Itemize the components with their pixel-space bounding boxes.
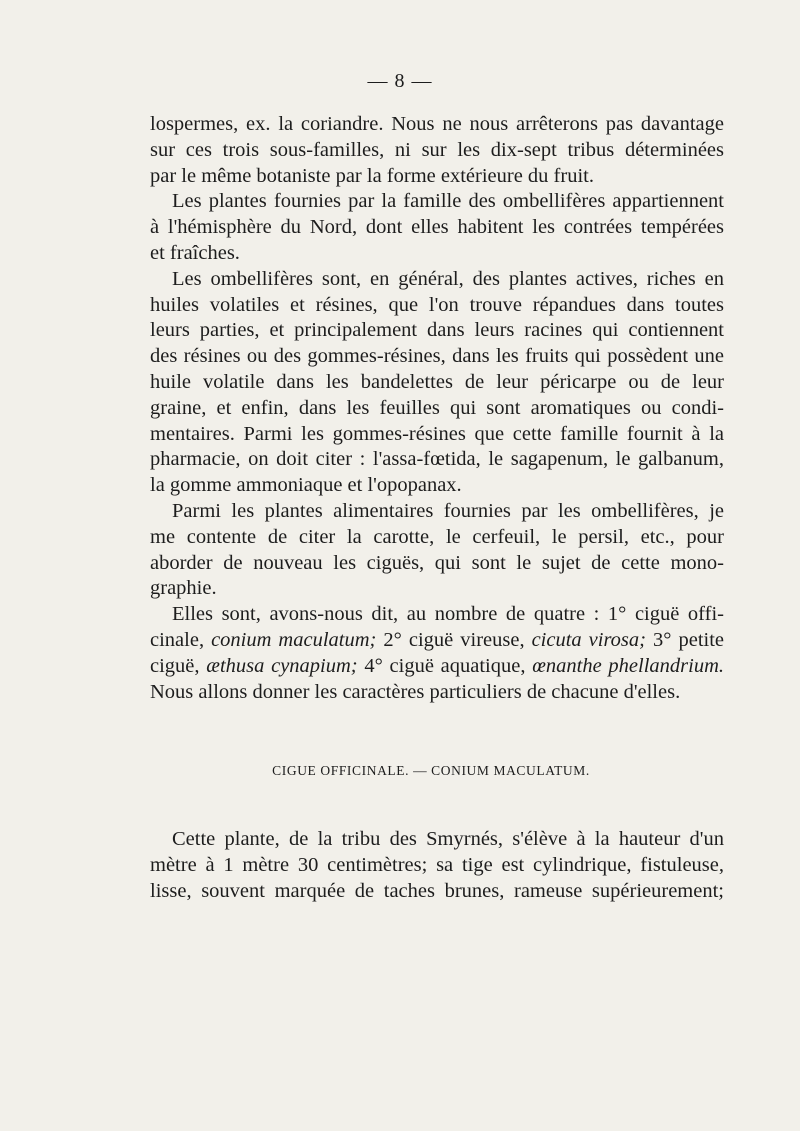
paragraph-subfamilies bbox=[150, 112, 724, 189]
text-line: aborder de nouveau les ciguës, qui sont le sujet de cette mono- bbox=[150, 551, 724, 574]
text-line: et fraîches. bbox=[150, 241, 240, 264]
text-line: à l'hémisphère du Nord, dont elles habitent les contrées tempérées bbox=[150, 216, 724, 239]
text-line: des résines ou des gommes-résines, dans les fruits qui possèdent une bbox=[150, 345, 724, 368]
text-run: cinale, bbox=[150, 628, 212, 651]
text-run: 3° petite bbox=[646, 628, 724, 651]
text-line: mètre à 1 mètre 30 centimètres; sa tige est cylindrique, fistuleuse, bbox=[150, 853, 724, 876]
text-line: Elles sont, avons-nous dit, au nombre de quatre : 1° ciguë offi- bbox=[172, 603, 724, 626]
species-name: œnanthe phellandrium. bbox=[532, 654, 725, 677]
body-text-top bbox=[150, 112, 724, 705]
body-text-bottom bbox=[150, 827, 724, 904]
text-line: Cette plante, de la tribu des Smyrnés, s'élève à la hauteur d'un bbox=[172, 828, 724, 850]
text-line: sur ces trois sous-familles, ni sur les dix-sept tribus déterminées bbox=[150, 138, 724, 161]
text-line bbox=[150, 628, 724, 654]
species-name: cicuta virosa; bbox=[531, 628, 646, 651]
text-line bbox=[150, 654, 724, 680]
text-line: mentaires. Parmi les gommes-résines que cette famille fournit à la bbox=[150, 422, 724, 445]
section-heading: CIGUE OFFICINALE. — CONIUM MACULATUM. bbox=[272, 763, 590, 778]
text-run: 2° ciguë vireuse, bbox=[376, 628, 532, 651]
paragraph-description bbox=[150, 827, 724, 904]
paragraph-hemisphere bbox=[150, 189, 724, 266]
text-line: par le même botaniste par la forme extérieure du fruit. bbox=[150, 164, 594, 187]
page-number: — 8 — bbox=[367, 70, 433, 92]
text-run: 4° ciguë aquatique, bbox=[357, 654, 533, 677]
text-line: Les plantes fournies par la famille des ombellifères appartiennent bbox=[172, 190, 724, 213]
text-line: Parmi les plantes alimentaires fournies par les ombellifères, je bbox=[172, 499, 724, 522]
paragraph-properties bbox=[150, 267, 724, 499]
text-line: lisse, souvent marquée de taches brunes, rameuse supérieurement; bbox=[150, 879, 724, 902]
paragraph-food-plants bbox=[150, 499, 724, 602]
text-line: huiles volatiles et résines, que l'on trouve répandues dans toutes bbox=[150, 293, 724, 316]
text-line: graine, et enfin, dans les feuilles qui sont aromatiques ou condi- bbox=[150, 396, 724, 419]
text-line: Nous allons donner les caractères particuliers de chacune d'elles. bbox=[150, 680, 681, 703]
text-line: lospermes, ex. la coriandre. Nous ne nous arrêterons pas davantage bbox=[150, 113, 724, 135]
species-name: æthusa cynapium; bbox=[206, 654, 358, 677]
text-line: leurs parties, et principalement dans leurs racines qui contiennent bbox=[150, 319, 724, 342]
text-line: pharmacie, on doit citer : l'assa-fœtida, le sagapenum, le galbanum, bbox=[150, 448, 724, 471]
text-line: la gomme ammoniaque et l'opopanax. bbox=[150, 474, 462, 497]
text-line: me contente de citer la carotte, le cerfeuil, le persil, etc., pour bbox=[150, 525, 724, 548]
text-line: huile volatile dans les bandelettes de leur péricarpe ou de leur bbox=[150, 370, 724, 393]
paragraph-four-hemlocks bbox=[150, 602, 724, 705]
species-name: conium maculatum; bbox=[211, 628, 377, 651]
text-line: Les ombellifères sont, en général, des plantes actives, riches en bbox=[172, 267, 724, 290]
text-run: ciguë, bbox=[150, 654, 207, 677]
text-line: graphie. bbox=[150, 577, 217, 600]
